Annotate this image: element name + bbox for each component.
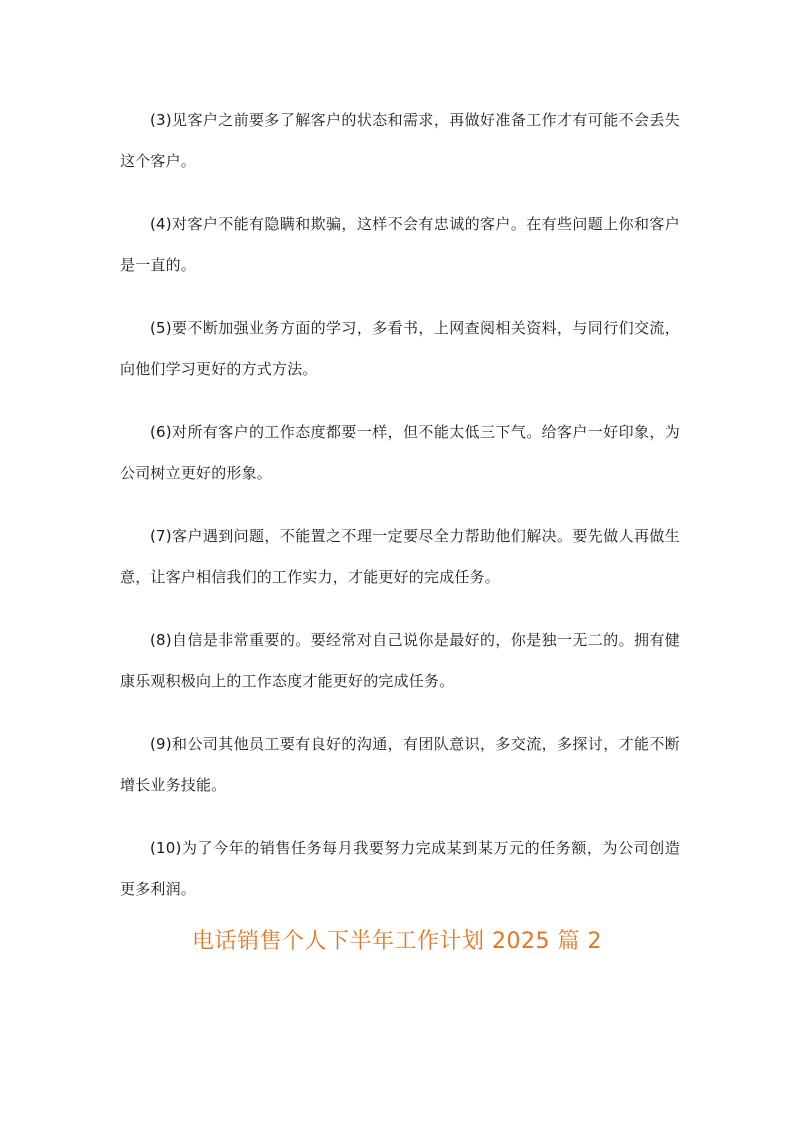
paragraph-item-9: (9)和公司其他员工要有良好的沟通，有团队意识，多交流，多探讨，才能不断增长业务技能。 [120,735,680,794]
section-heading: 电话销售个人下半年工作计划 2025 篇 2 [192,929,602,954]
paragraph-item-6: (6)对所有客户的工作态度都要一样，但不能太低三下气。给客户一好印象，为公司树立更好的形象。 [120,423,680,482]
paragraph-item-4: (4)对客户不能有隐瞒和欺骗，这样不会有忠诚的客户。在有些问题上你和客户是一直的。 [120,215,680,274]
paragraph-item-8: (8)自信是非常重要的。要经常对自己说你是最好的，你是独一无二的。拥有健康乐观积极向上的工作态度才能更好的完成任务。 [120,631,680,690]
paragraph-item-5: (5)要不断加强业务方面的学习，多看书，上网查阅相关资料，与同行们交流，向他们学习更好的方式方法。 [120,319,680,378]
paragraph-item-7: (7)客户遇到问题，不能置之不理一定要尽全力帮助他们解决。要先做人再做生意，让客户相信我们的工作实力，才能更好的完成任务。 [120,527,680,586]
paragraph-item-3: (3)见客户之前要多了解客户的状态和需求，再做好准备工作才有可能不会丢失这个客户。 [120,111,680,170]
document-body [120,100,680,932]
paragraph-item-10: (10)为了今年的销售任务每月我要努力完成某到某万元的任务额，为公司创造更多利润。 [120,839,680,898]
